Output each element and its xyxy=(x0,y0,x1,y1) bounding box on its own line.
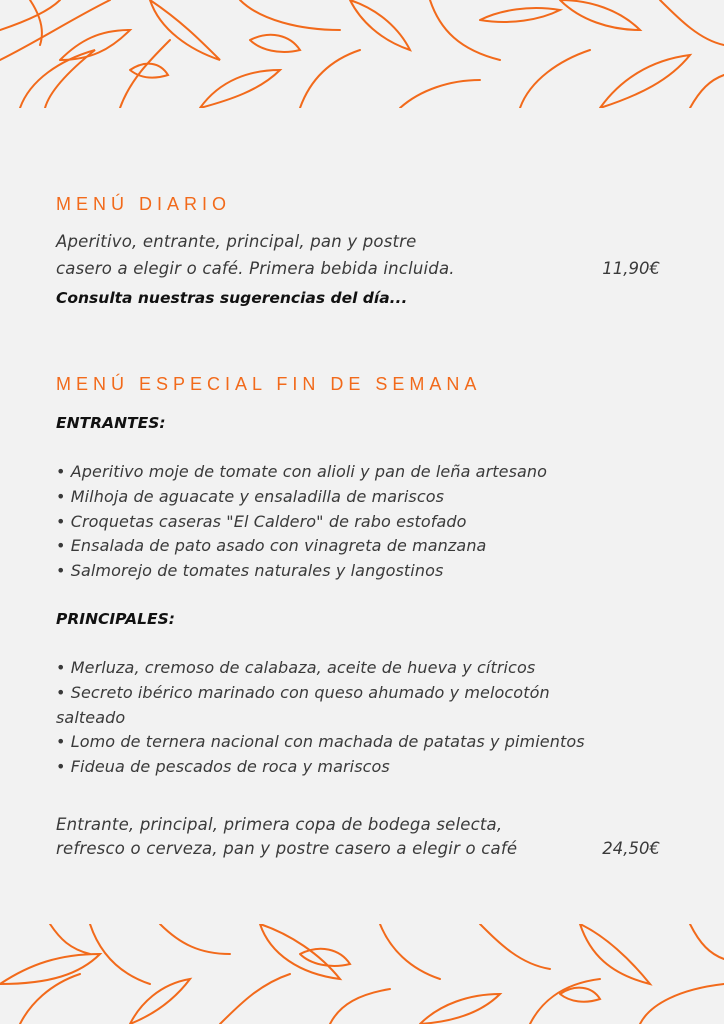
list-item: • Lomo de ternera nacional con machada de patatas y pimientos xyxy=(56,732,585,752)
menu-diario-description-line2: casero a elegir o café. Primera bebida incluida. xyxy=(56,259,455,278)
list-item: • Salmorejo de tomates naturales y langostinos xyxy=(56,561,444,581)
menu-especial-title: MENÚ ESPECIAL FIN DE SEMANA xyxy=(56,374,482,394)
principales-heading: PRINCIPALES: xyxy=(56,610,175,628)
menu-especial-footer-line2: refresco o cerveza, pan y postre casero a elegir o café xyxy=(56,839,518,858)
bottom-leaf-decoration xyxy=(0,924,724,1024)
list-item: • Aperitivo moje de tomate con alioli y pan de leña artesano xyxy=(56,462,548,481)
entrantes-list xyxy=(56,460,547,584)
menu-especial-price: 24,50€ xyxy=(602,839,660,858)
principales-list xyxy=(56,656,585,780)
list-item: • Ensalada de pato asado con vinagreta de manzana xyxy=(56,536,487,556)
menu-diario-title: MENÚ DIARIO xyxy=(56,194,232,214)
list-item: • Secreto ibérico marinado con queso ahumado y melocotón xyxy=(56,682,550,702)
menu-diario-description-line1: Aperitivo, entrante, principal, pan y postre xyxy=(56,232,417,251)
list-item: • Milhoja de aguacate y ensaladilla de mariscos xyxy=(56,486,445,506)
menu-diario-note: Consulta nuestras sugerencias del día... xyxy=(56,289,408,307)
list-item: • Fideua de pescados de roca y mariscos xyxy=(56,757,390,777)
list-item: • Croquetas caseras "El Caldero" de rabo estofado xyxy=(56,511,467,531)
top-leaf-decoration xyxy=(0,0,724,108)
list-item: salteado xyxy=(56,707,126,727)
menu-especial-footer-line1: Entrante, principal, primera copa de bodega selecta, xyxy=(56,815,503,834)
entrantes-heading: ENTRANTES: xyxy=(56,414,166,432)
list-item: • Merluza, cremoso de calabaza, aceite de hueva y cítricos xyxy=(56,658,536,677)
menu-diario-price: 11,90€ xyxy=(602,259,660,278)
